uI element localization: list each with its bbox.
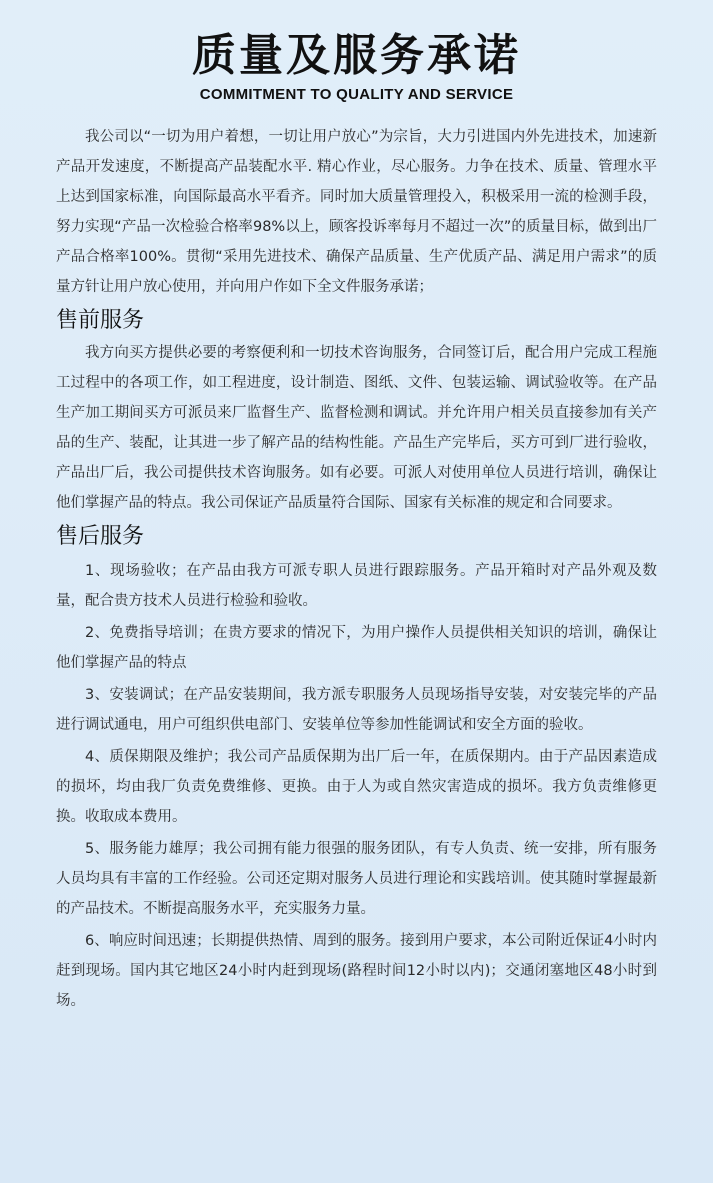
after-sales-item-training: 2、免费指导培训；在贵方要求的情况下，为用户操作人员提供相关知识的培训，确保让他们掌握产品的特点 <box>56 625 657 671</box>
pre-sales-paragraph: 我方向买方提供必要的考察便利和一切技术咨询服务，合同签订后，配合用户完成工程施工过程中的各项工作，如工程进度，设计制造、图纸、文件、包装运输、调试验收等。在产品生产加工期间买方可派员来厂监督生产、监督检测和调试。并允许用户相关员直接参加有关产品的生产、装配，让其进一步了解产品的结构性能。产品生产完毕后，买方可到厂进行验收，产品出厂后，我公司提供技术咨询服务。如有必要。可派人对使用单位人员进行培训，确保让他们掌握产品的特点。我公司保证产品质量符合国际、国家有关标准的规定和合同要求。 <box>56 345 657 511</box>
after-sales-item-installation: 3、安装调试；在产品安装期间，我方派专职服务人员现场指导安装，对安装完毕的产品进行调试通电，用户可组织供电部门、安装单位等参加性能调试和安全方面的验收。 <box>56 687 657 733</box>
after-sales-item-warranty: 4、质保期限及维护；我公司产品质保期为出厂后一年，在质保期内。由于产品因素造成的损坏，均由我厂负责免费维修、更换。由于人为或自然灾害造成的损坏。我方负责维修更换。收取成本费用。 <box>56 749 657 825</box>
page-subtitle: COMMITMENT TO QUALITY AND SERVICE <box>199 86 514 103</box>
pre-sales-heading: 售前服务 <box>56 308 145 333</box>
after-sales-list <box>56 556 657 1016</box>
intro-paragraph: 我公司以“一切为用户着想，一切让用户放心”为宗旨，大力引进国内外先进技术，加速新产品开发速度，不断提高产品装配水平. 精心作业，尽心服务。力争在技术、质量、管理水平上达到国家标准，向国际最高水平看齐。同时加大质量管理投入，积极采用一流的检测手段，努力实现“产品一次检验合格率98%以上，顾客投诉率每月不超过一次”的质量目标，做到出厂产品合格率100%。贯彻“采用先进技术、确保产品质量、生产优质产品、满足用户需求”的质量方针让用户放心使用，并向用户作如下全文件服务承诺； <box>56 129 657 295</box>
after-sales-item-acceptance: 1、现场验收；在产品由我方可派专职人员进行跟踪服务。产品开箱时对产品外观及数量，配合贵方技术人员进行检验和验收。 <box>56 563 657 609</box>
after-sales-item-service-capacity: 5、服务能力雄厚；我公司拥有能力很强的服务团队，有专人负责、统一安排，所有服务人员均具有丰富的工作经验。公司还定期对服务人员进行理论和实践培训。使其随时掌握最新的产品技术。不断提高服务水平，充实服务力量。 <box>56 841 657 917</box>
page-title: 质量及服务承诺 <box>192 30 521 81</box>
title-block <box>56 28 657 106</box>
after-sales-item-response-time: 6、响应时间迅速；长期提供热情、周到的服务。接到用户要求，本公司附近保证4小时内赶到现场。国内其它地区24小时内赶到现场(路程时间12小时以内)；交通闭塞地区48小时到场。 <box>56 933 657 1009</box>
after-sales-heading: 售后服务 <box>56 524 145 549</box>
